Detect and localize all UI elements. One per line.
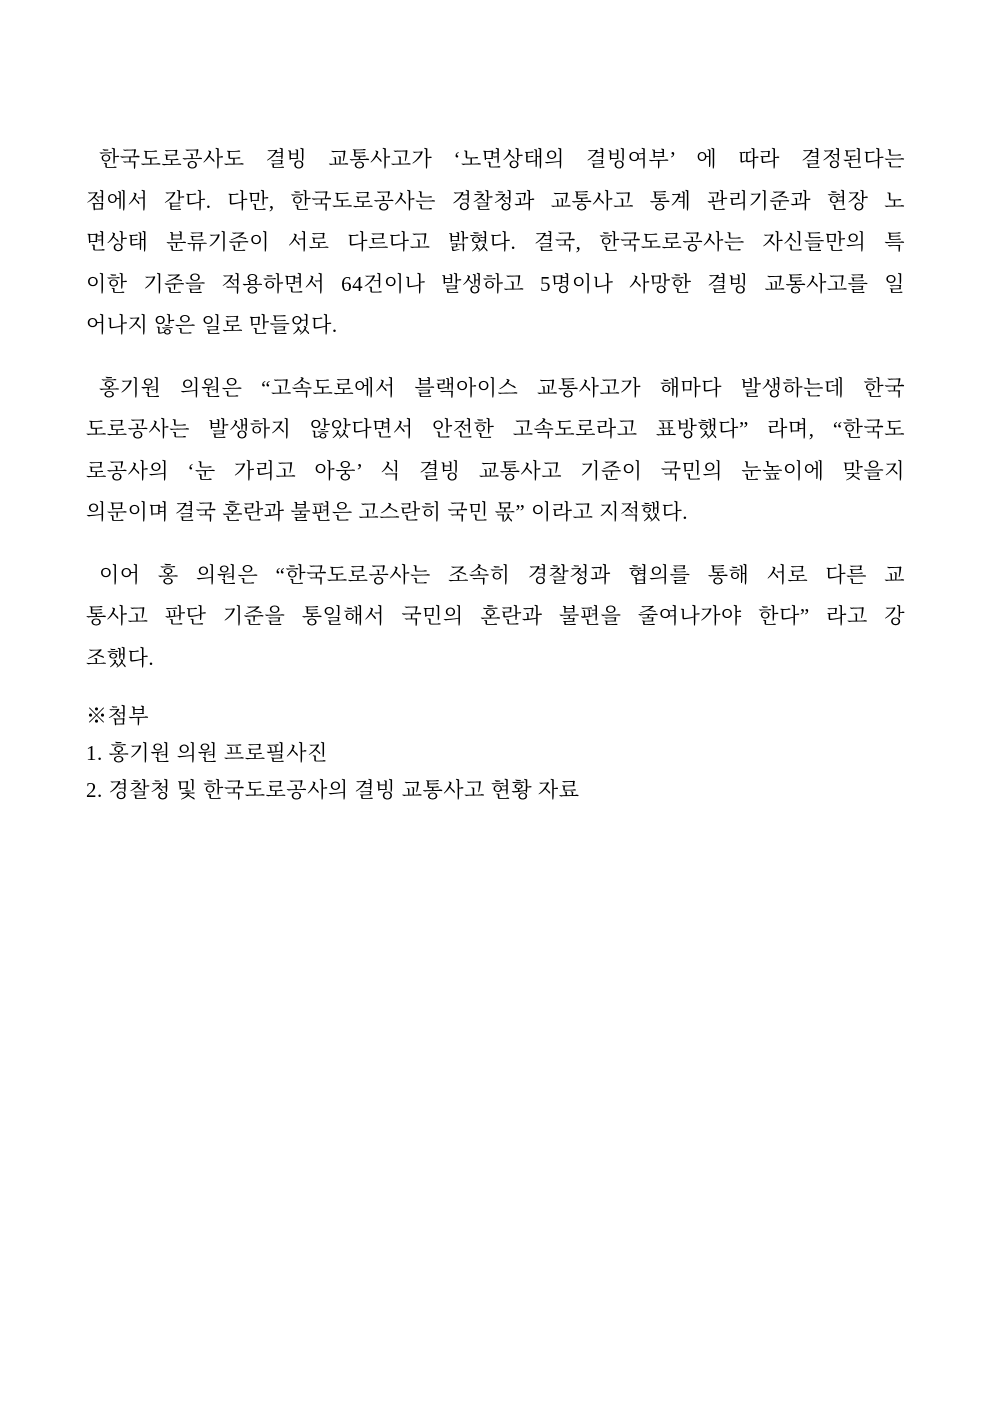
attachment-item: 2. 경찰청 및 한국도로공사의 결빙 교통사고 현황 자료 <box>86 778 580 802</box>
attachments-marker: ※첨부 <box>86 704 150 728</box>
text-line: 홍기원 의원은 “고속도로에서 블랙아이스 교통사고가 해마다 발생하는데 한국 <box>99 375 905 400</box>
text-line: 이어 홍 의원은 “한국도로공사는 조속히 경찰청과 협의를 통해 서로 다른 교 <box>99 562 905 587</box>
paragraph <box>86 368 905 534</box>
paragraphs-container <box>86 139 905 679</box>
text-line: 한국도로공사도 결빙 교통사고가 ‘노면상태의 결빙여부’ 에 따라 결정된다는 <box>99 147 905 171</box>
text-line: 이한 기준을 적용하면서 64건이나 발생하고 5명이나 사망한 결빙 교통사고를 일 <box>86 271 905 296</box>
paragraph <box>86 139 905 347</box>
attachments-section <box>86 698 905 809</box>
text-line: 도로공사는 발생하지 않았다면서 안전한 고속도로라고 표방했다” 라며, “한국도 <box>86 417 905 441</box>
paragraph <box>86 555 905 680</box>
text-line: 점에서 같다. 다만, 한국도로공사는 경찰청과 교통사고 통계 관리기준과 현장 노 <box>86 188 905 213</box>
text-line: 조했다. <box>86 645 155 670</box>
document-body <box>86 139 905 809</box>
text-line: 면상태 분류기준이 서로 다르다고 밝혔다. 결국, 한국도로공사는 자신들만의 특 <box>86 230 905 254</box>
text-line: 어나지 않은 일로 만들었다. <box>86 313 338 337</box>
text-line: 의문이며 결국 혼란과 불편은 고스란히 국민 몫” 이라고 지적했다. <box>86 500 689 524</box>
attachments-list <box>86 735 905 809</box>
text-line: 통사고 판단 기준을 통일해서 국민의 혼란과 불편을 줄여나가야 한다” 라고 강 <box>86 604 905 628</box>
text-line: 로공사의 ‘눈 가리고 아웅’ 식 결빙 교통사고 기준이 국민의 눈높이에 맞을지 <box>86 458 905 483</box>
attachment-item: 1. 홍기원 의원 프로필사진 <box>86 741 328 765</box>
